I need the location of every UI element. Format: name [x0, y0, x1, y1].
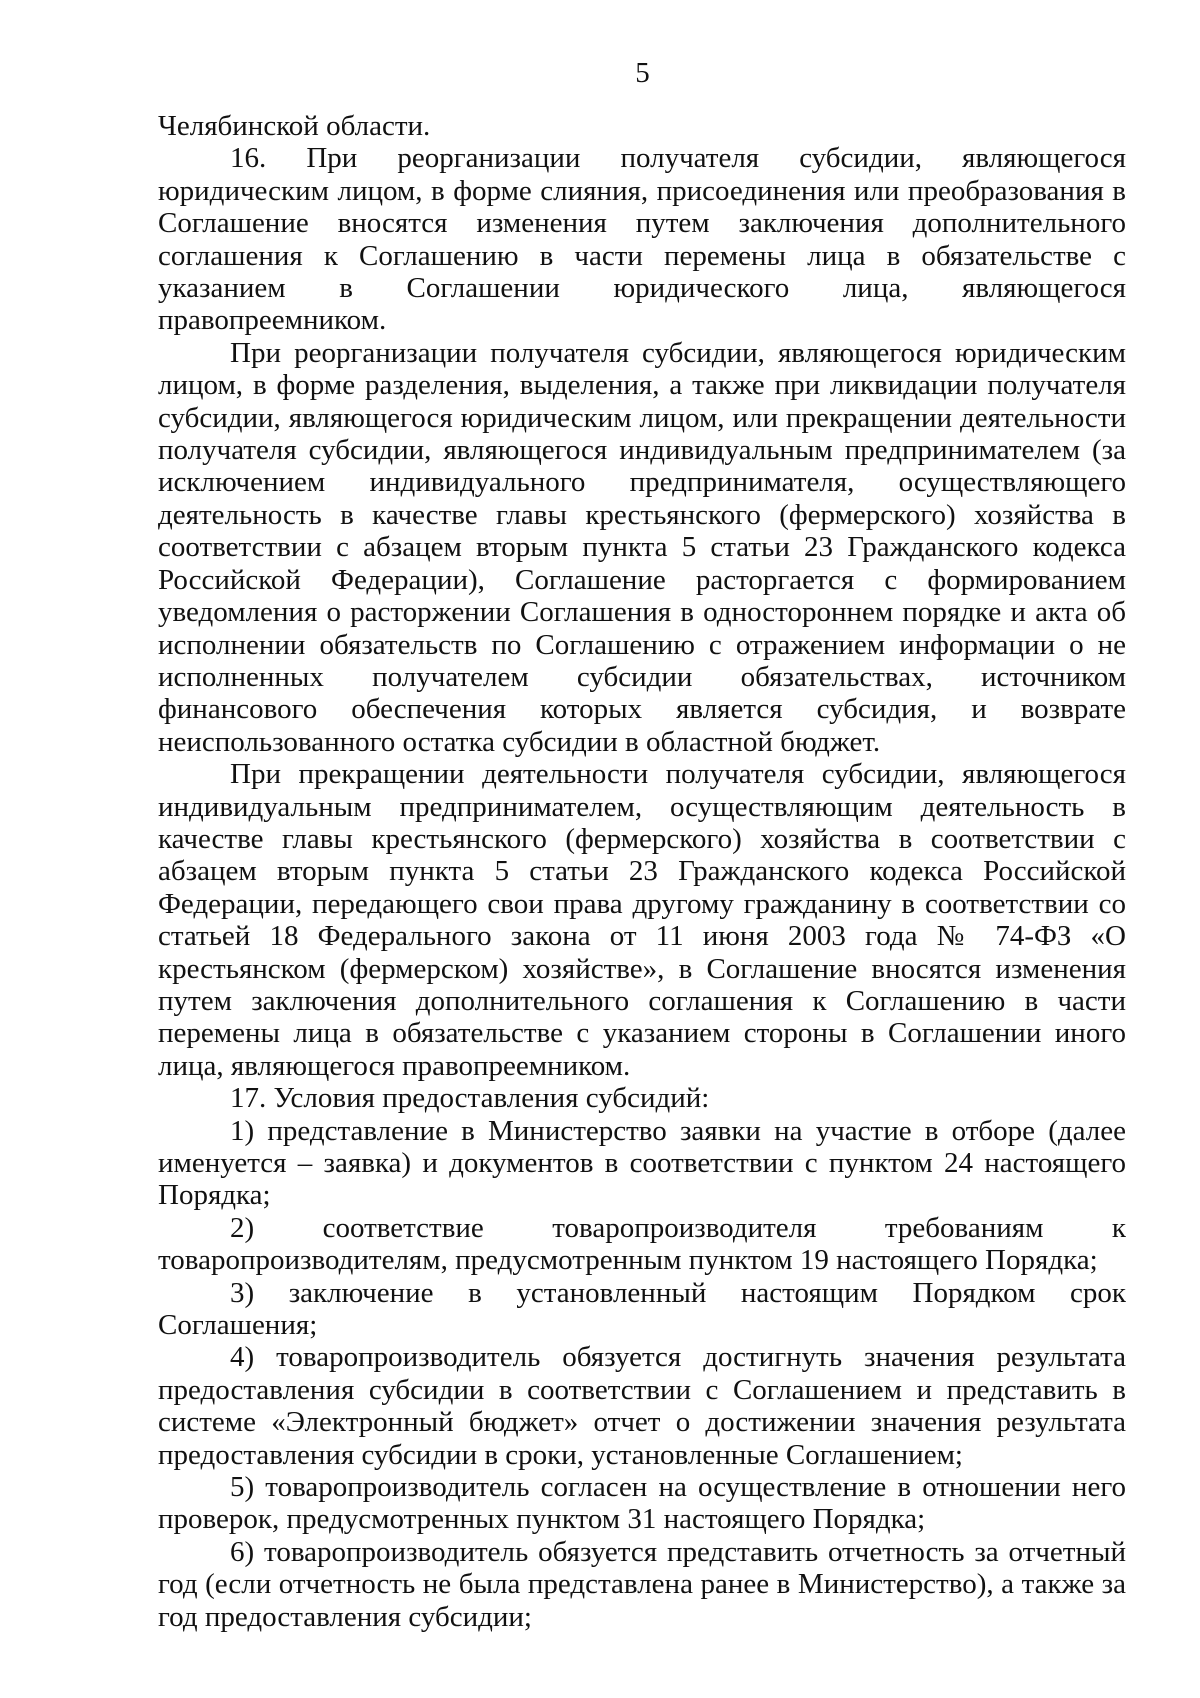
list-item-condition-2: 2) соответствие товаропроизводителя требованиям к товаропроизводителям, предусмотренным пунктом 19 настоящего Порядка;	[158, 1211, 1126, 1277]
document-body	[158, 110, 1126, 1633]
page-number: 5	[635, 57, 650, 89]
paragraph-reorganization-liquidation: При реорганизации получателя субсидии, являющегося юридическим лицом, в форме разделения, выделения, а также при ликвидации получателя субсидии, являющегося юридическим лицом, или прекращении деятельности получателя субсидии, являющегося индивидуальным предпринимателем (за исключением индивидуального предпринимателя, осуществляющего деятельность в качестве главы крестьянского (фермерского) хозяйства в соответствии с абзацем вторым пункта 5 статьи 23 Гражданского кодекса Российской Федерации), Соглашение расторгается с формированием уведомления о расторжении Соглашения в одностороннем порядке и акта об исполнении обязательств по Соглашению с отражением информации о не исполненных получателем субсидии обязательствах, источником финансового обеспечения которых является субсидия, и возврате неиспользованного остатка субсидии в областной бюджет.	[158, 336, 1126, 758]
paragraph-item-16: 16. При реорганизации получателя субсидии, являющегося юридическим лицом, в форме слияния, присоединения или преобразования в Соглашение вносятся изменения путем заключения дополнительного соглашения к Соглашению в части перемены лица в обязательстве с указанием в Соглашении юридического лица, являющегося правопреемником.	[158, 142, 1126, 337]
list-item-condition-1: 1) представление в Министерство заявки на участие в отборе (далее именуется – заявка) и документов в соответствии с пунктом 24 настоящего Порядка;	[158, 1114, 1126, 1212]
list-item-condition-3: 3) заключение в установленный настоящим Порядком срок Соглашения;	[158, 1276, 1126, 1342]
paragraph-region-continuation: Челябинской области.	[158, 110, 431, 142]
paragraph-item-17-heading: 17. Условия предоставления субсидий:	[230, 1082, 710, 1115]
list-item-condition-6: 6) товаропроизводитель обязуется представить отчетность за отчетный год (если отчетность не была представлена ранее в Министерство), а также за год предоставления субсидии;	[158, 1535, 1126, 1633]
paragraph-farm-head-termination: При прекращении деятельности получателя субсидии, являющегося индивидуальным предпринимателем, осуществляющим деятельность в качестве главы крестьянского (фермерского) хозяйства в соответствии с абзацем вторым пункта 5 статьи 23 Гражданского кодекса Российской Федерации, передающего свои права другому гражданину в соответствии со статьей 18 Федерального закона от 11 июня 2003 года № 74-ФЗ «О крестьянском (фермерском) хозяйстве», в Соглашение вносятся изменения путем заключения дополнительного соглашения к Соглашению в части перемены лица в обязательстве с указанием стороны в Соглашении иного лица, являющегося правопреемником.	[158, 758, 1126, 1082]
list-item-condition-5: 5) товаропроизводитель согласен на осуществление в отношении него проверок, предусмотренных пунктом 31 настоящего Порядка;	[158, 1471, 1126, 1536]
list-item-condition-4: 4) товаропроизводитель обязуется достигнуть значения результата предоставления субсидии в соответствии с Соглашением и представить в системе «Электронный бюджет» отчет о достижении значения результата предоставления субсидии в сроки, установленные Соглашением;	[158, 1341, 1126, 1471]
